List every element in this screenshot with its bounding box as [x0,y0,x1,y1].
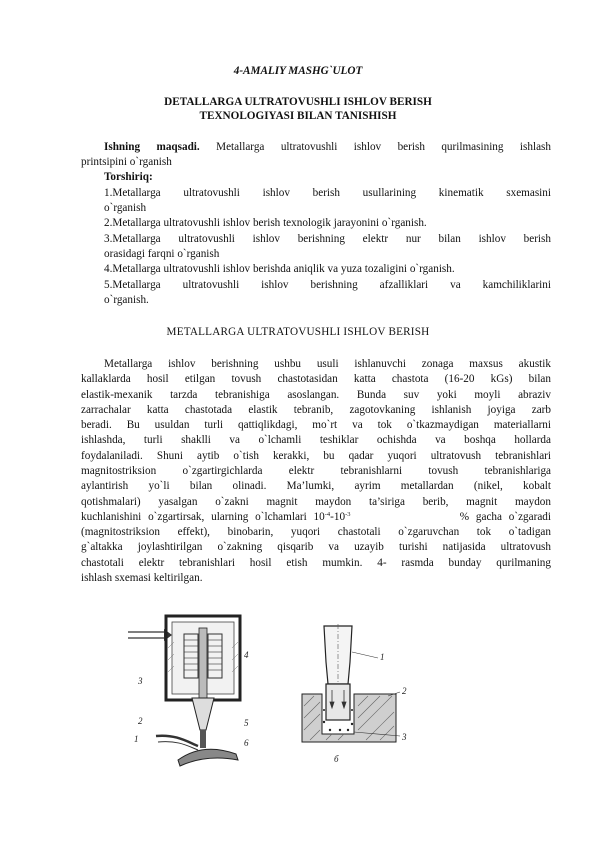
svg-text:5: 5 [244,718,249,728]
figure-tool-workpiece [296,622,426,772]
body-line: magnitostriksion o`zgartirgichlarda elektr tebranishlarni tovush tebranishlariga [81,465,551,477]
body-line-with-exponents [81,510,551,525]
body-line: ishlash sxemasi keltirilgan. [81,572,203,584]
task-line: 1.Metallarga ultratovushli ishlov berish usullarining kinematik sxemasini [104,187,551,199]
body-line: Metallarga ishlov berishning ushbu usuli ishlanuvchi zonaga maxsus akustik [104,358,551,370]
body-line: kallaklarda hosil etilgan tovush chastotasidan katta chastota (16-20 kGs) bilan [81,373,551,385]
task-line: orasidagi farqni o`rganish [104,248,220,260]
title-line-2: TEXNOLOGIYASI BILAN TANISHISH [199,110,397,122]
body-line: ishlashda, turli shaklli va o`lchamli teshiklar ochishda va boshqa hollarda [81,434,551,446]
task-line: 5.Metallarga ultratovushli ishlov berishning afzalliklari va kamchiliklarini [104,279,551,291]
task-line: o`rganish [104,202,147,214]
exponent: -4 [324,511,331,518]
svg-text:б: б [334,754,339,764]
svg-text:3: 3 [138,676,143,686]
goal-line-1 [104,140,551,155]
body-line: foydalaniladi. Shuni aytib o`tish kerakki, bu qadar yuqori ultratovush tebranishlari [81,450,551,462]
body-fragment: % gacha o`zgaradi [459,511,551,523]
goal-label: Ishning maqsadi. [104,141,200,153]
practice-title: 4-AMALIY MASHG`ULOT [233,65,363,77]
exponent: -3 [345,511,351,518]
body-line: g`altakka joylashtirilgan o`zakning qisqarib va uzayib turishi natijasida ultratovush [81,541,551,553]
goal-line-2: printsipini o`rganish [81,156,172,168]
svg-text:6: 6 [244,738,249,748]
body-fragment: kuchlanishini o`zgartirsak, ularning o`lchamlari $10^{-4}-10^{-3}$ [81,511,351,523]
body-line: (magnitostriksion effekt), binobarin, yuqori chastotali o`zgaruvchan tok o`tadigan [81,526,551,538]
goal-text: Metallarga ultratovushli ishlov berish qurilmasining ishlash [199,141,551,153]
svg-text:4: 4 [244,650,249,660]
title-line-1: DETALLARGA ULTRATOVUSHLI ISHLOV BERISH [164,96,432,108]
body-line: elastik-mexanik tarzda tebranishiga asoslangan. Bunda suv yoki moyli abraziv [81,389,551,401]
body-line: aylantirish yo`li bilan olinadi. Ma’lumki, ayrim metallardan (nikel, kobalt [81,480,551,492]
section-title: METALLARGA ULTRATOVUSHLI ISHLOV BERISH [166,326,430,338]
task-line: 3.Metallarga ultratovushli ishlov berishning elektr nur bilan ishlov berish [104,233,551,245]
task-line: o`rganish. [104,294,149,306]
svg-text:2: 2 [402,686,407,696]
tasks-label: Torshiriq: [104,171,153,183]
body-line: beradi. Bu usuldan turli qattiqlikdagi, mo`rt va tok o`tkazmaydigan materiallarni [81,419,551,431]
body-line: zarrachalar katta chastotada elastik tebranib, zagotovkaning ishlanish joyiga zarb [81,404,551,416]
task-line: 4.Metallarga ultratovushli ishlov berishda aniqlik va yuza tozaligini o`rganish. [104,263,455,275]
body-line: chastotali elektr tebranishlari hosil etish mumkin. 4- rasmda bunday qurilmaning [81,557,551,569]
figure-ultrasonic-head [126,608,266,768]
svg-text:1: 1 [134,734,139,744]
svg-text:3: 3 [402,732,407,742]
body-line: qotishmalari) yasalgan o`zakni magnit maydon ta’siriga berib, magnit maydon [81,496,551,508]
svg-text:2: 2 [138,716,143,726]
svg-text:1: 1 [380,652,385,662]
task-line: 2.Metallarga ultratovushli ishlov berish texnologik jarayonini o`rganish. [104,217,427,229]
